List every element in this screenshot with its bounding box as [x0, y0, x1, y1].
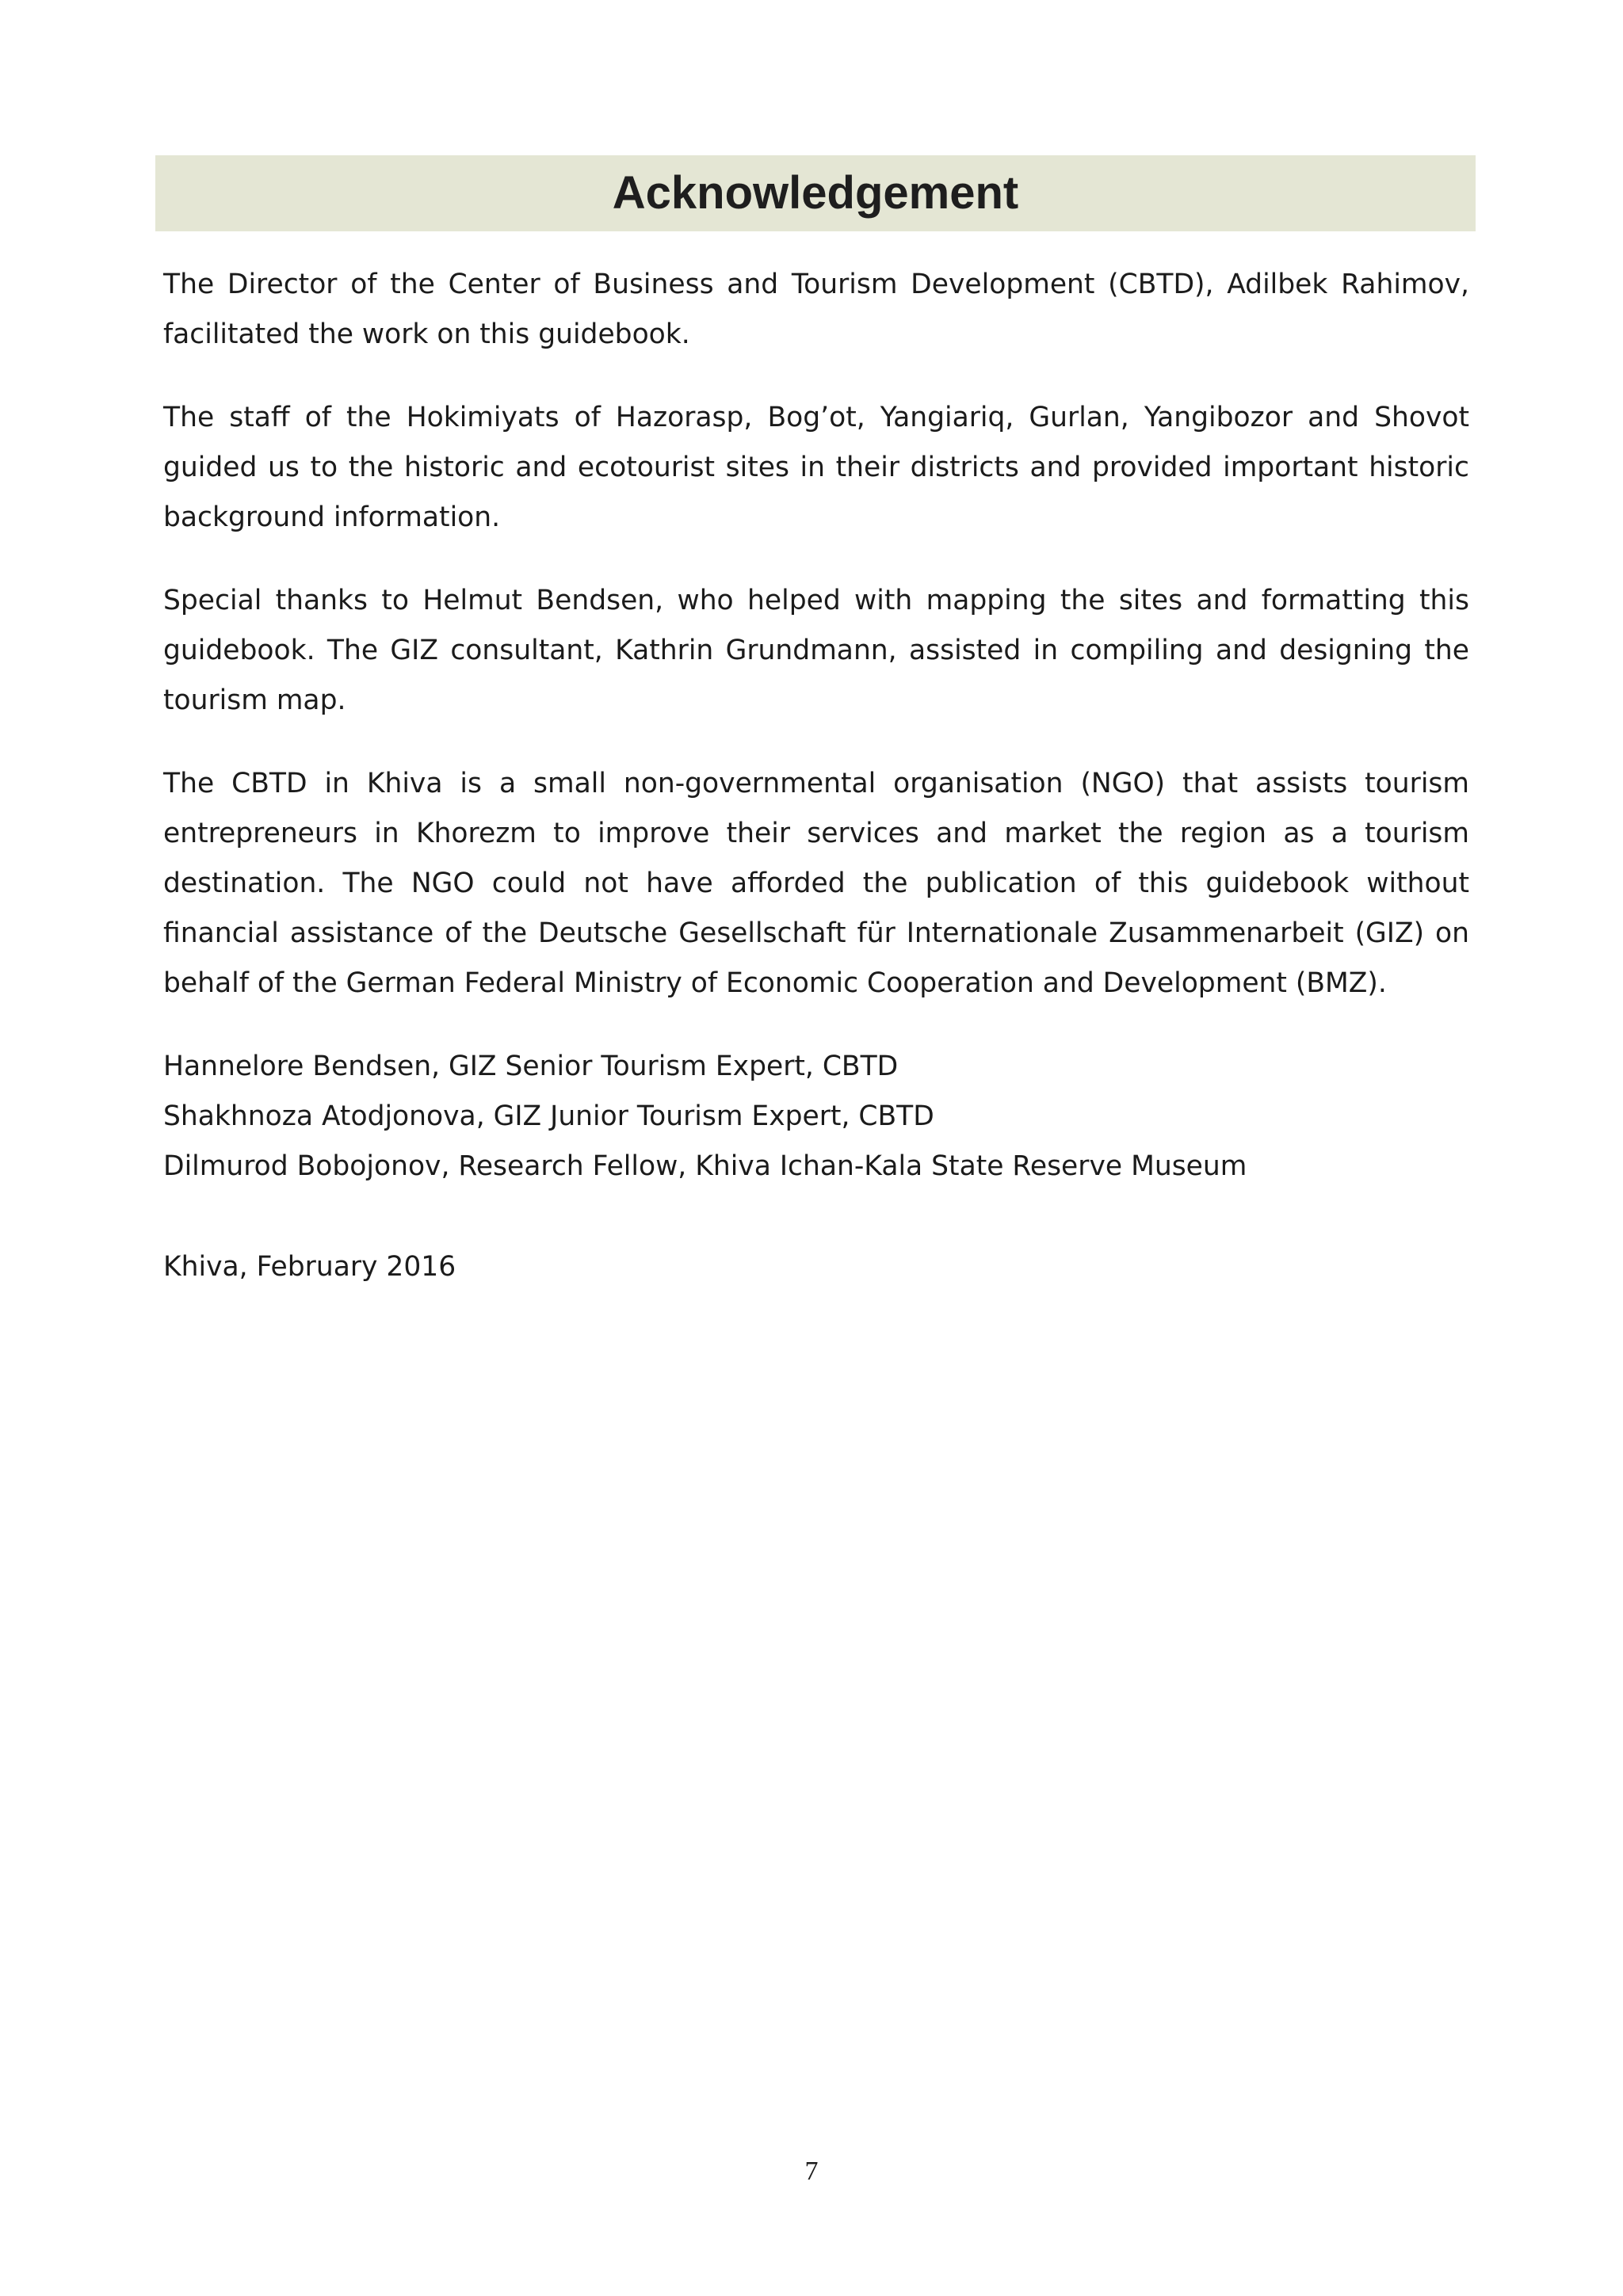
page-title: Acknowledgement [612, 167, 1019, 219]
paragraph-cbtd-ngo: The CBTD in Khiva is a small non-governmental organisation (NGO) that assists tourism entrepreneurs in Khorezm to improve their services and market the region as a tourism destination. The NGO could not have afforded the publication of this guidebook without financial assistance of the Deutsche Gesellschaft für Internationale Zusammenarbeit (GIZ) on behalf of the German Federal Ministry of Economic Cooperation and Development (BMZ). [163, 768, 1469, 999]
signature-block [163, 1042, 1469, 1192]
title-band [155, 155, 1476, 231]
document-body [163, 260, 1469, 1292]
paragraph-hokimiyats: The staff of the Hokimiyats of Hazorasp, Bog’ot, Yangiariq, Gurlan, Yangibozor and Shovot guided us to the historic and ecotourist sites in their districts and provided important historic background information. [163, 402, 1469, 533]
paragraph-special-thanks: Special thanks to Helmut Bendsen, who helped with mapping the sites and formatting this guidebook. The GIZ consultant, Kathrin Grundmann, assisted in compiling and designing the tourism map. [163, 585, 1469, 716]
signature-line: Hannelore Bendsen, GIZ Senior Tourism Expert, CBTD [163, 1051, 899, 1082]
paragraph-director: The Director of the Center of Business and Tourism Development (CBTD), Adilbek Rahimov, facilitated the work on this guidebook. [163, 269, 1469, 350]
place-date: Khiva, February 2016 [163, 1251, 456, 1283]
signature-line: Shakhnoza Atodjonova, GIZ Junior Tourism Expert, CBTD [163, 1100, 934, 1132]
signature-line: Dilmurod Bobojonov, Research Fellow, Khiva Ichan-Kala State Reserve Museum [163, 1150, 1247, 1182]
page-number: 7 [804, 2157, 819, 2186]
